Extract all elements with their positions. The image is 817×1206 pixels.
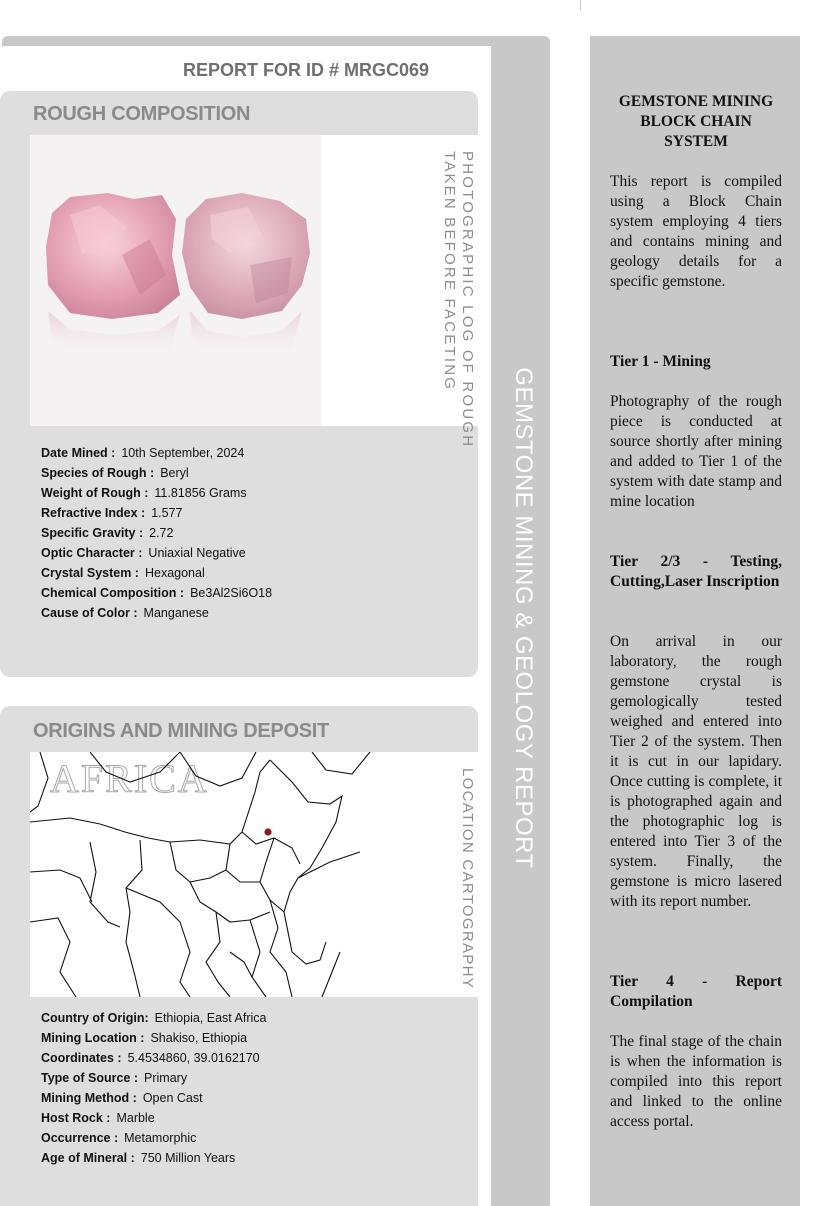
sidebar-intro: This report is compiled using a Block Chain system employing 4 tiers and contains mining and geology details for a specific gemstone. [610, 173, 782, 290]
top-tick-mark [580, 0, 581, 10]
origins-title: ORIGINS AND MINING DEPOSIT [33, 720, 329, 742]
rough-details-list [41, 443, 272, 623]
origin-details-list [41, 1008, 267, 1168]
field-species: Species of Rough : Beryl [41, 466, 189, 480]
tier1-heading: Tier 1 - Mining [610, 353, 711, 370]
field-crystal-system: Crystal System : Hexagonal [41, 566, 205, 580]
tier4-text: The final stage of the chain is when the information is compiled into this report and linked to the online access portal. [610, 1033, 782, 1130]
field-specific-gravity: Specific Gravity : 2.72 [41, 526, 174, 540]
field-refractive-index: Refractive Index : 1.577 [41, 506, 183, 520]
rough-gemstone-photo [30, 135, 321, 426]
rough-photo-side-label-line1: PHOTOGRAPHIC LOG OF ROUGH [459, 151, 476, 449]
mine-location-marker [264, 828, 271, 835]
field-mining-location: Mining Location : Shakiso, Ethiopia [41, 1031, 248, 1045]
sidebar-title: GEMSTONE MINING BLOCK CHAIN SYSTEM [618, 93, 774, 150]
field-optic-character: Optic Character : Uniaxial Negative [41, 546, 246, 560]
blockchain-sidebar [590, 36, 800, 1206]
rough-photo-side-label [440, 151, 476, 448]
field-host-rock: Host Rock : Marble [41, 1111, 155, 1125]
rough-photo-frame [30, 135, 478, 426]
field-weight: Weight of Rough : 11.81856 Grams [41, 486, 247, 500]
tier23-heading: Tier 2/3 - Testing, Cutting,Laser Inscription [610, 553, 782, 590]
banner-title: GEMSTONE MINING & GEOLOGY REPORT [510, 367, 537, 869]
location-cartography-label: LOCATION CARTOGRAPHY [459, 768, 476, 990]
tier1-text: Photography of the rough piece is conducted at source shortly after mining and added to Tier 1 of the system with date stamp and mine location [610, 393, 782, 510]
top-bar [2, 36, 550, 46]
report-id-heading: REPORT FOR ID # MRGC069 [183, 60, 430, 80]
field-mining-method: Mining Method : Open Cast [41, 1091, 203, 1105]
africa-map [30, 752, 392, 997]
field-date-mined: Date Mined : 10th September, 2024 [41, 446, 245, 460]
map-frame [30, 752, 478, 997]
field-coordinates: Coordinates : 5.4534860, 39.0162170 [41, 1051, 260, 1065]
tier4-heading: Tier 4 - Report Compilation [610, 973, 782, 1010]
field-cause-of-color: Cause of Color : Manganese [41, 606, 209, 620]
field-occurrence: Occurrence : Metamorphic [41, 1131, 197, 1145]
field-chemical-composition: Chemical Composition : Be3Al2Si6O18 [41, 586, 273, 600]
field-age-of-mineral: Age of Mineral : 750 Million Years [41, 1151, 236, 1165]
rough-composition-title: ROUGH COMPOSITION [33, 103, 251, 125]
field-country-of-origin: Country of Origin: Ethiopia, East Africa [41, 1011, 267, 1025]
field-type-of-source: Type of Source : Primary [41, 1071, 188, 1085]
tier23-text: On arrival in our laboratory, the rough gemstone crystal is gemologically tested weighed and entered into Tier 2 of the system. Then it is cut in our lapidary. Once cutting is complete, it is photographed again and the photographic log is entered into Tier 3 of the system. Finally, the gemstone is micro lasered with its report number. [610, 633, 782, 910]
rough-photo-side-label-line2: TAKEN BEFORE FACETING [441, 151, 458, 392]
map-region-label: AFRICA [50, 756, 209, 801]
